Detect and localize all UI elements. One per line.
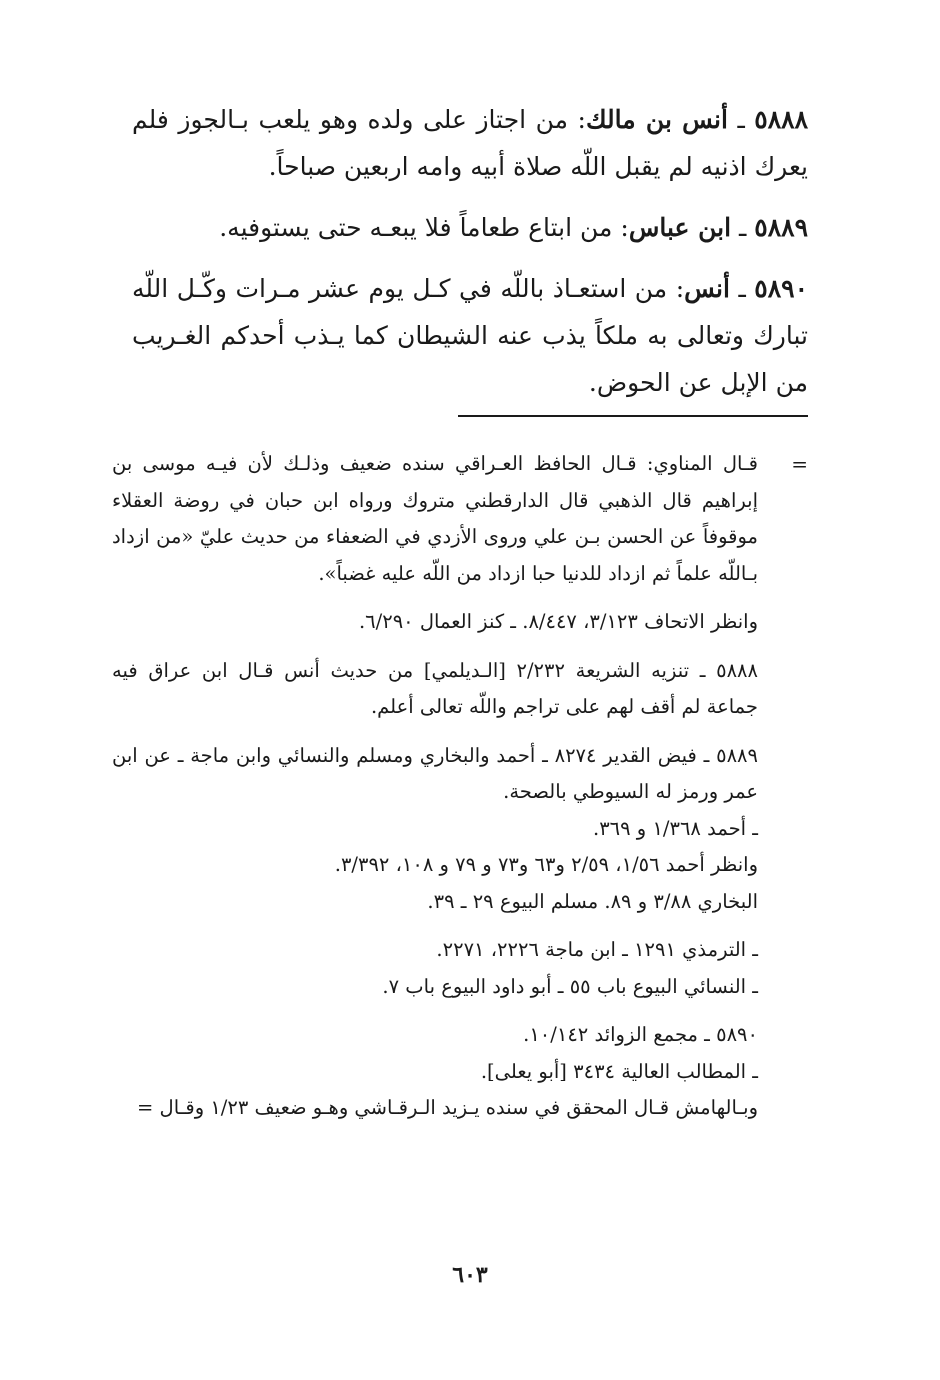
footnote-line: ـ الترمذي ١٢٩١ ـ ابن ماجة ٢٢٢٦، ٢٢٧١. bbox=[436, 938, 758, 961]
footnote-line: البخاري ٣/٨٨ و ٨٩. مسلم البيوع ٢٩ ـ ٣٩. bbox=[427, 889, 758, 913]
narrator-name: أنس بن مالك bbox=[585, 105, 728, 134]
footnote-text: قـال المناوي: قـال الحافظ العـراقي سنده ضعيف وذلـك لأن فيـه موسى بن إبراهيم قال الذهبي قال الدارقطني متروك ورواه ابن حبان في روضة العقلاء موقوفاً عن الحسن بـن علي وروى الأزدي في الضعفاء من حديث عليّ «من ازداد بـاللّه علماً ثم ازداد للدنيا حبا ازداد من اللّه عليه غضباً». bbox=[112, 452, 758, 585]
entry-number: ٥٨٨٨ bbox=[754, 105, 808, 134]
colon: : bbox=[577, 105, 586, 134]
page-number: ٦٠٣ bbox=[452, 1262, 488, 1288]
footnote-text: وانظر الاتحاف ٣/١٢٣، ٨/٤٤٧. ـ كنز العمال ٦/٢٩٠. bbox=[358, 610, 758, 633]
hadith-entry bbox=[132, 96, 808, 190]
separator: ـ bbox=[727, 105, 755, 134]
footnote-line: ٥٨٩٠ ـ مجمع الزوائد ١٠/١٤٢. bbox=[523, 1023, 758, 1046]
entry-number: ٥٨٨٩ bbox=[754, 213, 808, 242]
footnote-text: ٥٨٨٩ ـ فيض القدير ٨٢٧٤ ـ أحمد والبخاري ومسلم والنسائي وابن ماجة ـ عن ابن عمر ورمز له السيوطي بالصحة. bbox=[112, 743, 758, 803]
continue-mark: = bbox=[791, 452, 808, 476]
hadith-entry bbox=[132, 204, 808, 251]
footnote-text: ٥٨٨٨ ـ تنزيه الشريعة ٢/٢٣٢ [الـديلمي] من حديث أنس قـال ابن عراق فيه جماعة لم أقف لهم على تراجم واللّه تعالى أعلم. bbox=[112, 658, 758, 718]
colon: : bbox=[675, 274, 685, 303]
footnote-continued bbox=[112, 446, 808, 592]
footnote-line: وبـالهامش قـال المحقق في سنده يـزيد الـرقـاشي وهـو ضعيف ١/٢٣ وقـال = bbox=[137, 1096, 758, 1119]
footnote-divider bbox=[458, 415, 808, 417]
narrator-name: أنس bbox=[684, 274, 730, 303]
entry-text: من اجتاز على ولده وهو يلعب بـالجوز فلم يعرك اذنيه لم يقبل اللّه صلاة أبيه وامه اربعين صباحاً. bbox=[132, 105, 808, 181]
narrator-name: ابن عباس bbox=[628, 213, 732, 242]
entry-text: من استعـاذ باللّه في كـل يوم عشر مـرات وكّـل اللّه تبارك وتعالى به ملكاً يذب عنه الشيطان كما يـذب أحدكم الغـريب من الإبل عن الحوض. bbox=[132, 274, 808, 397]
footnote-5889 bbox=[112, 738, 808, 921]
footnote-5888 bbox=[112, 653, 808, 726]
footnote-line: وانظر أحمد ١/٥٦، ٢/٥٩ و٦٣ و٧٣ و ٧٩ و ١٠٨، ٣/٣٩٢. bbox=[334, 853, 758, 876]
footnote-ref bbox=[112, 604, 808, 641]
entry-text: من ابتاع طعاماً فلا يبعـه حتى يستوفيه. bbox=[219, 213, 621, 242]
footnotes bbox=[112, 446, 808, 1139]
footnote-5890 bbox=[112, 1017, 808, 1127]
footnote-line: ـ أحمد ١/٣٦٨ و ٣٦٩. bbox=[592, 816, 758, 840]
footnote-line: ـ المطالب العالية ٣٤٣٤ [أبو يعلى]. bbox=[480, 1059, 758, 1083]
footnote-line: ـ النسائي البيوع باب ٥٥ ـ أبو داود البيوع باب ٧. bbox=[382, 974, 758, 998]
separator: ـ bbox=[729, 274, 755, 303]
colon: : bbox=[620, 213, 629, 242]
entry-number: ٥٨٩٠ bbox=[754, 274, 808, 303]
separator: ـ bbox=[731, 213, 755, 242]
hadith-entry bbox=[132, 265, 808, 406]
main-text bbox=[132, 96, 808, 420]
footnote-5889-more bbox=[112, 932, 808, 1005]
